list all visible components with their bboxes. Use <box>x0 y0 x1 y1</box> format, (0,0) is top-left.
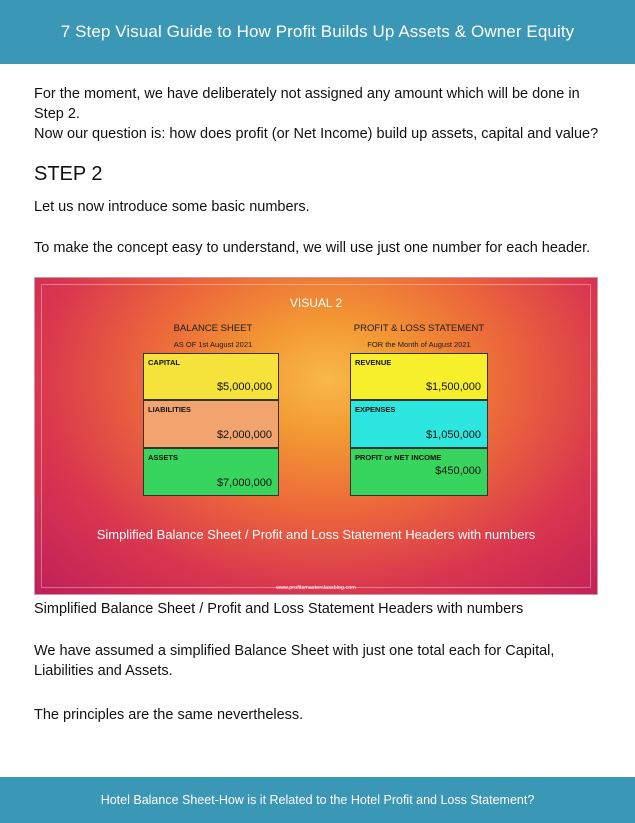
net-income-box <box>350 448 488 496</box>
balance-sheet-subtitle: AS OF 1st August 2021 <box>173 340 253 349</box>
header-banner <box>0 0 635 64</box>
visual-2-image <box>34 277 598 595</box>
net-income-value: $450,000 <box>435 465 481 477</box>
visual-title: VISUAL 2 <box>289 296 343 310</box>
visual-caption: Simplified Balance Sheet / Profit and Loss Statement Headers with numbers <box>96 527 536 542</box>
capital-value: $5,000,000 <box>216 381 272 393</box>
capital-box <box>143 353 279 400</box>
pl-statement-title: PROFIT & LOSS STATEMENT <box>353 323 485 334</box>
revenue-label: REVENUE <box>355 358 392 367</box>
expenses-label: EXPENSES <box>355 405 396 414</box>
paragraph-2: Now our question is: how does profit (or Net Income) build up assets, capital and value? <box>34 126 599 142</box>
paragraph-3: Let us now introduce some basic numbers. <box>34 199 310 215</box>
paragraph-5: We have assumed a simplified Balance Sheet with just one total each for Capital, Liabilities and Assets. <box>34 643 555 679</box>
balance-sheet-title: BALANCE SHEET <box>173 323 253 334</box>
image-frame <box>41 284 591 588</box>
paragraph-1: For the moment, we have deliberately not assigned any amount which will be done in Step 2. <box>34 86 580 122</box>
page-title: 7 Step Visual Guide to How Profit Builds Up Assets & Owner Equity <box>60 22 575 41</box>
liabilities-box <box>143 400 279 448</box>
assets-label: ASSETS <box>148 453 179 462</box>
assets-box <box>143 448 279 496</box>
expenses-box <box>350 400 488 448</box>
paragraph-4: To make the concept easy to understand, we will use just one number for each header. <box>34 240 591 256</box>
liabilities-label: LIABILITIES <box>148 405 191 414</box>
paragraph-6: The principles are the same nevertheless. <box>34 707 304 723</box>
capital-label: CAPITAL <box>148 358 180 367</box>
watermark-url: www.profitsmasterclassblog.com <box>276 585 356 591</box>
net-income-label: PROFIT or NET INCOME <box>355 453 442 462</box>
figure-caption: Simplified Balance Sheet / Profit and Loss Statement Headers with numbers <box>34 601 524 617</box>
assets-value: $7,000,000 <box>216 477 272 489</box>
revenue-box <box>350 353 488 400</box>
footer-banner <box>0 777 635 823</box>
next-article-link[interactable]: Hotel Balance Sheet-How is it Related to the Hotel Profit and Loss Statement? <box>100 793 535 807</box>
liabilities-value: $2,000,000 <box>216 429 272 441</box>
expenses-value: $1,050,000 <box>425 429 481 441</box>
pl-statement-subtitle: FOR the Month of August 2021 <box>367 340 471 349</box>
step-heading: STEP 2 <box>34 163 103 185</box>
revenue-value: $1,500,000 <box>425 381 481 393</box>
